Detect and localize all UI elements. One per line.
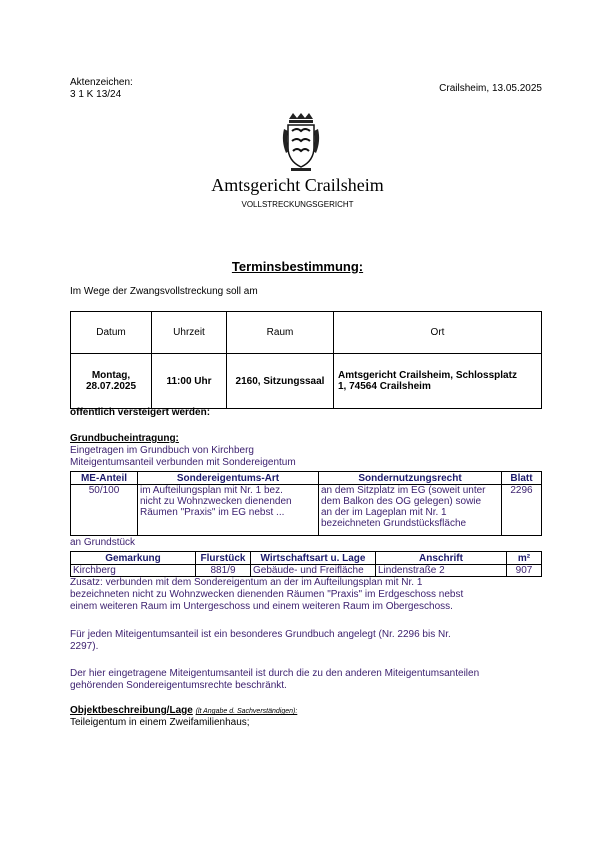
aktenzeichen-label: Aktenzeichen:: [70, 77, 133, 88]
cell-flurstueck: 881/9: [196, 565, 251, 577]
versteigert-text: öffentlich versteigert werden:: [70, 407, 211, 418]
table-header-flurstueck: Flurstück: [196, 552, 251, 565]
cell-anschrift: Lindenstraße 2: [376, 565, 507, 577]
table-header-recht: Sondernutzungsrecht: [319, 472, 502, 485]
table-header-raum: Raum: [227, 312, 334, 354]
court-division: VOLLSTRECKUNGSGERICHT: [241, 200, 354, 209]
cell-recht-line4: bezeichneten Grundstücksfläche: [321, 518, 467, 529]
table-header-ort: Ort: [334, 312, 542, 354]
grundbuch-paragraph-3: [70, 668, 545, 692]
table-header-anschrift: Anschrift: [376, 552, 507, 565]
termin-datum-day: Montag,: [91, 370, 131, 381]
p3-line1: Der hier eingetragene Miteigentumsanteil ist durch die zu den anderen Miteigentumsanteilen: [70, 668, 480, 679]
court-name: Amtsgericht Crailsheim: [211, 175, 384, 195]
cell-art-line2: nicht zu Wohnzwecken dienenden: [140, 496, 292, 507]
an-grundstueck-label: an Grundstück: [70, 537, 136, 548]
cell-anteil: 50/100: [71, 485, 138, 536]
cell-recht-line2: dem Balkon des OG gelegen) sowie: [321, 496, 482, 507]
zusatz-paragraph: [70, 577, 545, 613]
termin-datum-date: 28.07.2025: [85, 381, 137, 392]
table-header-art: Sondereigentums-Art: [138, 472, 319, 485]
zusatz-line3: einem weiteren Raum im Untergeschoss und einem weiteren Raum im Obergeschoss.: [70, 601, 453, 612]
objekt-note: (lt Angabe d. Sachverständigen):: [195, 708, 298, 715]
intro-text: Im Wege der Zwangsvollstreckung soll am: [70, 286, 258, 297]
cell-art-line1: im Aufteilungsplan mit Nr. 1 bez.: [140, 485, 283, 496]
termin-datum: [71, 354, 152, 409]
cell-recht: [319, 485, 502, 536]
termin-table: [70, 311, 542, 409]
cell-gemarkung: Kirchberg: [71, 565, 196, 577]
zusatz-line1: Zusatz: verbunden mit dem Sondereigentum an der im Aufteilungsplan mit Nr. 1: [70, 577, 423, 588]
table-header-uhrzeit: Uhrzeit: [152, 312, 227, 354]
termin-ort-line1: Amtsgericht Crailsheim, Schlossplatz: [338, 370, 517, 381]
cell-recht-line3: an der im Lageplan mit Nr. 1: [321, 507, 447, 518]
grundstueck-table: [70, 551, 542, 577]
table-header-anteil: ME-Anteil: [71, 472, 138, 485]
zusatz-line2: bezeichneten nicht zu Wohnzwecken dienenden Räumen "Praxis" im Erdgeschoss nebst: [70, 589, 464, 600]
page-title: Terminsbestimmung:: [231, 259, 364, 274]
sondereigentum-table: [70, 471, 542, 536]
cell-art: [138, 485, 319, 536]
table-header-blatt: Blatt: [502, 472, 542, 485]
aktenzeichen-value: 3 1 K 13/24: [70, 89, 122, 100]
grundbuch-heading: Grundbucheintragung:: [70, 433, 179, 444]
cell-m2: 907: [507, 565, 542, 577]
termin-raum: 2160, Sitzungssaal: [227, 354, 334, 409]
table-header-gemarkung: Gemarkung: [71, 552, 196, 565]
grundbuch-line1: Eingetragen im Grundbuch von Kirchberg: [70, 445, 254, 456]
grundbuch-line2: Miteigentumsanteil verbunden mit Sondereigentum: [70, 457, 296, 468]
objekt-heading: Objektbeschreibung/Lage: [70, 705, 193, 716]
p2-line1: Für jeden Miteigentumsanteil ist ein besonderes Grundbuch angelegt (Nr. 2296 bis Nr.: [70, 629, 451, 640]
table-header-m2: m²: [507, 552, 542, 565]
table-header-wirtschaftsart: Wirtschaftsart u. Lage: [251, 552, 376, 565]
cell-blatt: 2296: [502, 485, 542, 536]
table-header-datum: Datum: [71, 312, 152, 354]
place-date: Crailsheim, 13.05.2025: [439, 83, 542, 94]
termin-ort-line2: 1, 74564 Crailsheim: [338, 381, 431, 392]
cell-recht-line1: an dem Sitzplatz im EG (soweit unter: [321, 485, 486, 496]
grundbuch-paragraph-2: [70, 629, 545, 653]
termin-uhrzeit: 11:00 Uhr: [152, 354, 227, 409]
coat-of-arms-icon: [281, 113, 321, 178]
p2-line2: 2297).: [70, 641, 99, 652]
p3-line2: gehörenden Sondereigentumsrechte beschränkt.: [70, 680, 287, 691]
objekt-text: Teileigentum in einem Zweifamilienhaus;: [70, 717, 250, 728]
cell-wirtschaftsart: Gebäude- und Freifläche: [251, 565, 376, 577]
cell-art-line3: Räumen "Praxis" im EG nebst ...: [140, 507, 285, 518]
termin-ort: [334, 354, 542, 409]
